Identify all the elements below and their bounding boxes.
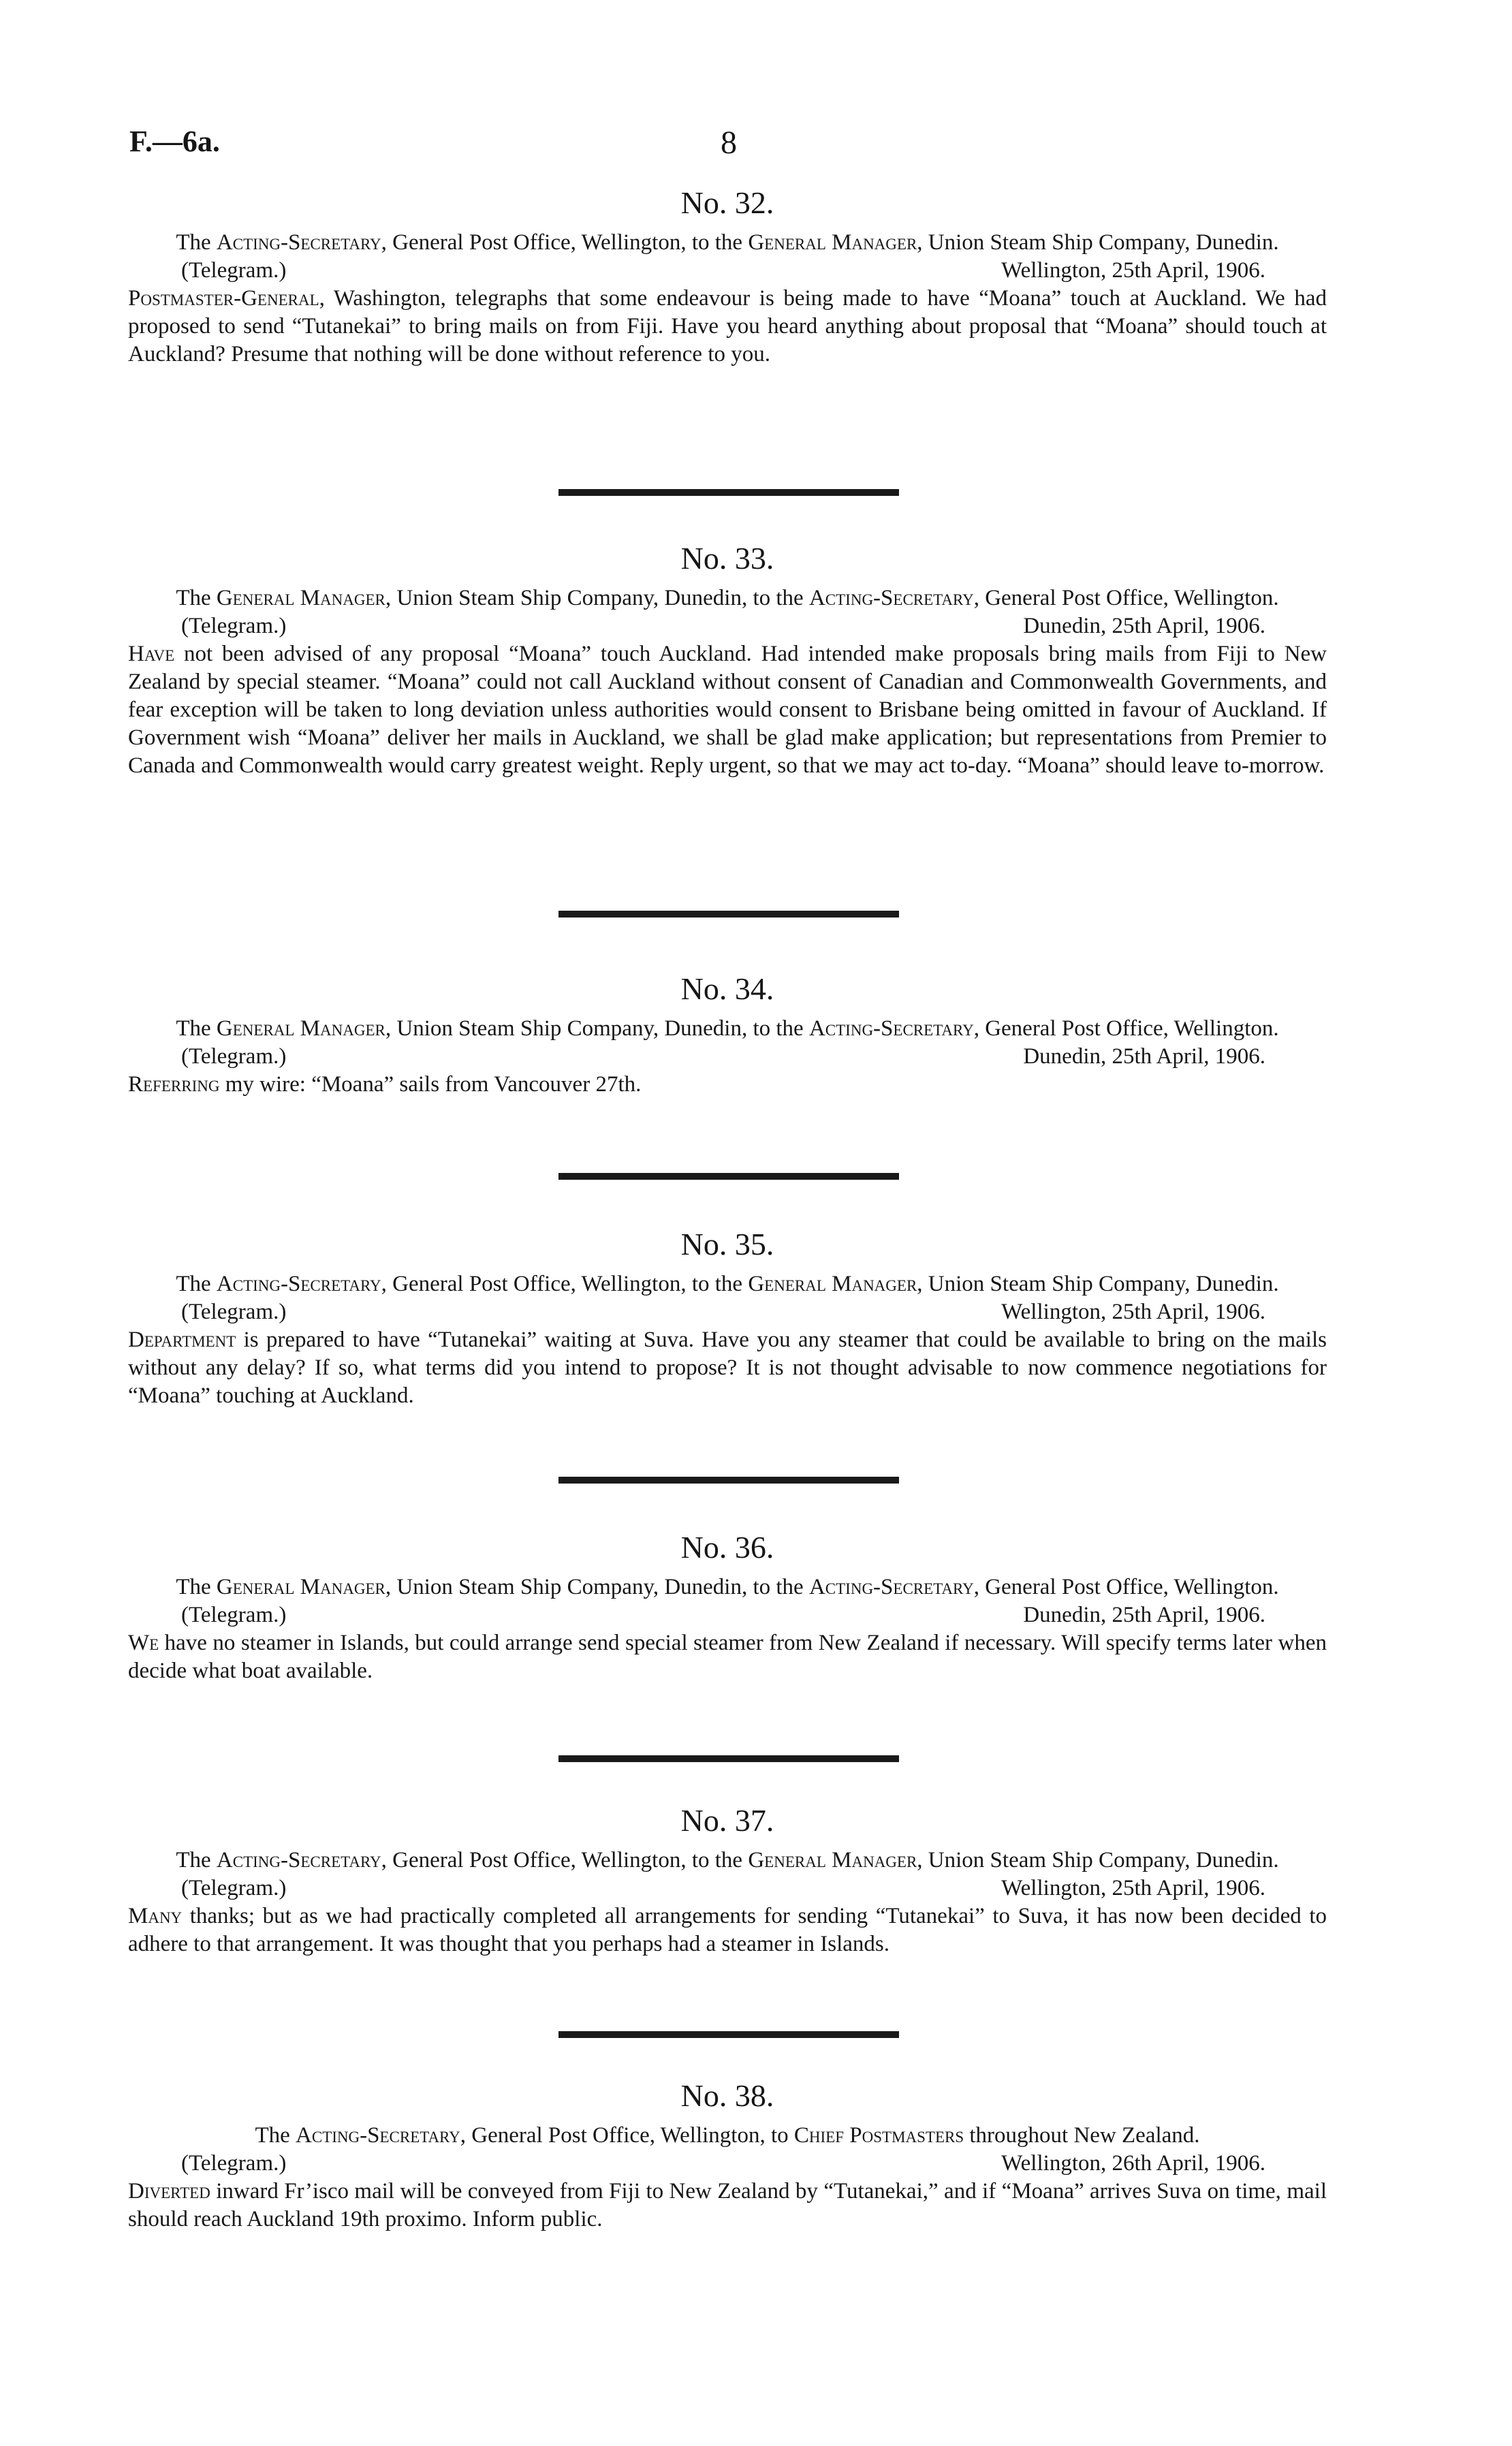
dateline: Wellington, 25th April, 1906. — [1001, 258, 1265, 283]
routing-line — [128, 2122, 1327, 2150]
entry-number: No. 37. — [680, 1803, 774, 1838]
telegram-entry — [128, 2075, 1327, 2233]
section-divider — [558, 1477, 899, 1484]
lead-word: Many — [128, 1904, 183, 1928]
routing-text: , General Post Office, Wellington. — [973, 1016, 1279, 1041]
recipient-name: General Manager — [748, 1272, 917, 1296]
entry-number: No. 35. — [680, 1227, 774, 1261]
message-text: my wire: “Moana” sails from Vancouver 27th. — [219, 1072, 642, 1097]
recipient-name: General Manager — [748, 230, 917, 255]
telegram-entry — [128, 1527, 1327, 1685]
telegram-label: (Telegram.) — [181, 614, 287, 638]
recipient-name: Acting-Secretary — [808, 1016, 974, 1041]
routing-text: The — [255, 2123, 296, 2148]
lead-word: Referring — [128, 1072, 220, 1097]
message-text: have no steamer in Islands, but could arrange send special steamer from New Zealand if necessary. Will specify terms later when decide what boat available. — [128, 1631, 1327, 1683]
routing-text: , General Post Office, Wellington, to the — [381, 1848, 749, 1872]
telegram-meta — [128, 257, 1327, 285]
dateline: Dunedin, 25th April, 1906. — [1023, 1044, 1265, 1069]
routing-text: , General Post Office, Wellington. — [973, 586, 1279, 610]
routing-text: The — [176, 586, 217, 610]
routing-text: The — [176, 230, 217, 255]
entry-number: No. 32. — [680, 185, 774, 220]
telegram-label: (Telegram.) — [181, 1603, 287, 1627]
lead-word: Department — [128, 1328, 236, 1352]
message-body — [128, 285, 1327, 369]
dateline: Dunedin, 25th April, 1906. — [1023, 1603, 1265, 1627]
telegram-label: (Telegram.) — [181, 1876, 287, 1900]
routing-text: , Union Steam Ship Company, Dunedin. — [917, 230, 1279, 255]
message-text: is prepared to have “Tutanekai” waiting at Suva. Have you any steamer that could be available to bring on the mails without any delay? If so, what terms did you intend to propose? It is not thought advisable to now commence negotiations for “Moana” touching at Auckland. — [128, 1328, 1327, 1408]
routing-text: , Union Steam Ship Company, Dunedin, to the — [385, 1575, 809, 1599]
sender-name: General Manager — [216, 1016, 385, 1041]
telegram-entry — [128, 969, 1327, 1099]
telegram-meta — [128, 1601, 1327, 1629]
message-text: not been advised of any proposal “Moana” touch Auckland. Had intended make proposals bring mails from Fiji to New Zealand by special steamer. “Moana” could not call Auckland without consent of Canadian and Commonwealth Governments, and fear exception will be taken to long deviation unless authorities would consent to Brisbane being omitted in favour of Auckland. If Government wish “Moana” deliver her mails in Auckland, we shall be glad make application; but representations from Premier to Canada and Commonwealth would carry greatest weight. Reply urgent, so that we may act to-day. “Moana” should leave to-morrow. — [128, 642, 1327, 778]
routing-line — [128, 229, 1327, 257]
routing-text: , General Post Office, Wellington, to the — [381, 1272, 749, 1296]
section-divider — [558, 1173, 899, 1180]
recipient-name: General Manager — [748, 1848, 917, 1872]
message-text: thanks; but as we had practically completed all arrangements for sending “Tutanekai” to Suva, it has now been decided to adhere to that arrangement. It was thought that you perhaps had a steamer in Islands. — [128, 1904, 1327, 1956]
lead-word: Postmaster-General — [128, 286, 319, 311]
document-reference: F.—6a. — [129, 125, 220, 158]
telegram-entry — [128, 183, 1327, 369]
telegram-label: (Telegram.) — [181, 2151, 287, 2176]
dateline: Wellington, 25th April, 1906. — [1001, 1300, 1265, 1324]
telegram-meta — [128, 1875, 1327, 1902]
message-body — [128, 640, 1327, 780]
telegram-meta — [128, 1043, 1327, 1071]
message-body — [128, 1629, 1327, 1685]
message-text: inward Fr’isco mail will be conveyed from Fiji to New Zealand by “Tutanekai,” and if “Moana” arrives Suva on time, mail should reach Auckland 19th proximo. Inform public. — [128, 2179, 1327, 2231]
recipient-name: Chief Postmasters — [793, 2123, 964, 2148]
routing-text: The — [176, 1575, 217, 1599]
sender-name: Acting-Secretary — [296, 2123, 460, 2148]
routing-text: The — [176, 1848, 217, 1872]
telegram-entry — [128, 1224, 1327, 1410]
telegram-meta — [128, 2150, 1327, 2178]
routing-text: The — [176, 1272, 217, 1296]
message-text: , Washington, telegraphs that some endeavour is being made to have “Moana” touch at Auckland. We had proposed to send “Tutanekai” to bring mails on from Fiji. Have you heard anything about proposal that “Moana” should touch at Auckland? Presume that nothing will be done without reference to you. — [128, 286, 1327, 366]
routing-line — [128, 1573, 1327, 1601]
sender-name: Acting-Secretary — [216, 1272, 381, 1296]
section-divider — [558, 1755, 899, 1762]
routing-text: The — [176, 1016, 217, 1041]
message-body — [128, 1902, 1327, 1958]
telegram-entry — [128, 538, 1327, 780]
routing-text: , General Post Office, Wellington. — [973, 1575, 1279, 1599]
telegram-meta — [128, 1298, 1327, 1326]
dateline: Wellington, 25th April, 1906. — [1001, 1876, 1265, 1900]
entry-number: No. 38. — [680, 2078, 774, 2113]
routing-text: , General Post Office, Wellington, to — [460, 2123, 794, 2148]
routing-line — [128, 1015, 1327, 1043]
message-body — [128, 1326, 1327, 1410]
entry-number: No. 33. — [680, 541, 774, 576]
telegram-label: (Telegram.) — [181, 258, 287, 283]
message-body — [128, 2178, 1327, 2233]
lead-word: Have — [128, 642, 175, 666]
recipient-name: Acting-Secretary — [808, 586, 974, 610]
recipient-name: Acting-Secretary — [808, 1575, 974, 1599]
sender-name: General Manager — [216, 1575, 385, 1599]
sender-name: General Manager — [216, 586, 385, 610]
section-divider — [558, 2031, 899, 2038]
entry-number: No. 34. — [680, 971, 774, 1006]
sender-name: Acting-Secretary — [216, 230, 381, 255]
sender-name: Acting-Secretary — [216, 1848, 381, 1872]
routing-text: , General Post Office, Wellington, to the — [381, 230, 749, 255]
section-divider — [558, 489, 899, 496]
section-divider — [558, 911, 899, 918]
telegram-meta — [128, 612, 1327, 640]
lead-word: We — [128, 1631, 159, 1655]
routing-text: , Union Steam Ship Company, Dunedin, to the — [385, 1016, 809, 1041]
lead-word: Diverted — [128, 2179, 210, 2204]
routing-line — [128, 1847, 1327, 1875]
routing-text: , Union Steam Ship Company, Dunedin, to the — [385, 586, 809, 610]
dateline: Wellington, 26th April, 1906. — [1001, 2151, 1265, 2176]
routing-line — [128, 1270, 1327, 1298]
routing-text: , Union Steam Ship Company, Dunedin. — [917, 1848, 1279, 1872]
page-header — [129, 124, 1362, 165]
routing-text: throughout New Zealand. — [964, 2123, 1200, 2148]
message-body — [128, 1071, 1327, 1099]
entry-number: No. 36. — [680, 1530, 774, 1565]
routing-line — [128, 584, 1327, 612]
telegram-entry — [128, 1800, 1327, 1958]
page-number: 8 — [721, 125, 737, 161]
telegram-label: (Telegram.) — [181, 1044, 287, 1069]
routing-text: , Union Steam Ship Company, Dunedin. — [917, 1272, 1279, 1296]
dateline: Dunedin, 25th April, 1906. — [1023, 614, 1265, 638]
telegram-label: (Telegram.) — [181, 1300, 287, 1324]
